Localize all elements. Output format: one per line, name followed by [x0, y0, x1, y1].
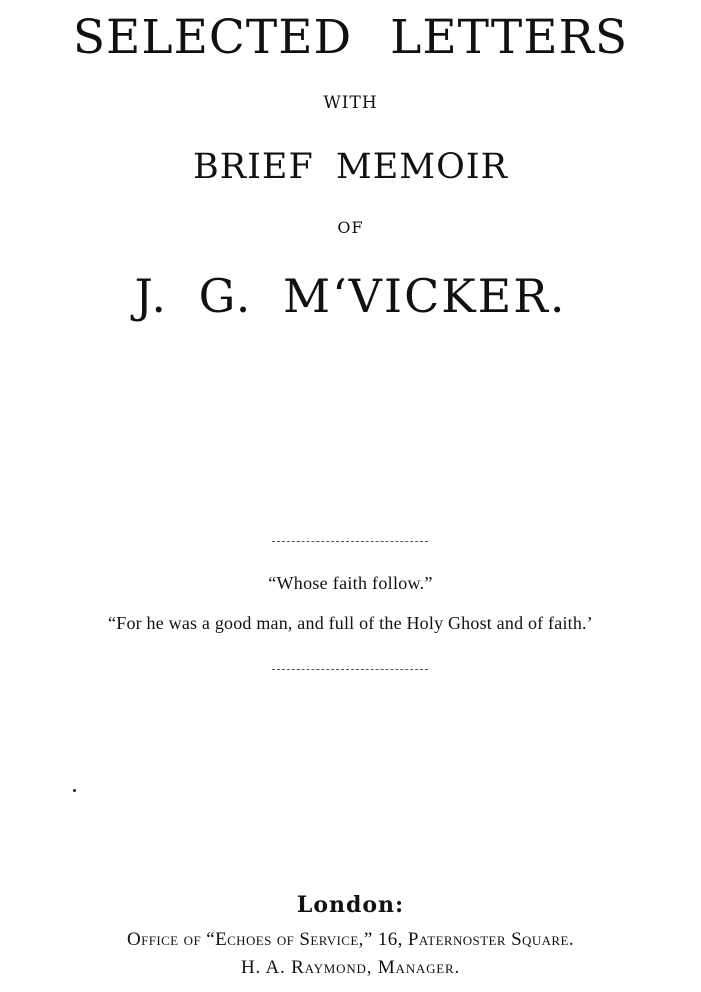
imprint-city: London:	[296, 892, 405, 918]
book-title: SELECTED LETTERS	[72, 10, 629, 65]
book-subtitle: BRIEF MEMOIR	[193, 147, 508, 187]
epigraph-quote-2: “For he was a good man, and full of the Holy Ghost and of faith.’	[108, 613, 593, 633]
epigraph-quote-1: “Whose faith follow.”	[268, 573, 433, 593]
ink-speck	[73, 789, 76, 792]
bottom-divider	[272, 669, 428, 670]
title-connector-with: WITH	[323, 93, 378, 113]
imprint-manager: H. A. Raymond, Manager.	[240, 957, 461, 978]
top-divider	[272, 541, 428, 542]
imprint-publisher: Office of “Echoes of Service,” 16, Paternoster Square.	[127, 929, 574, 950]
author-name: J. G. M‘VICKER.	[134, 269, 567, 323]
title-connector-of: OF	[337, 218, 364, 237]
